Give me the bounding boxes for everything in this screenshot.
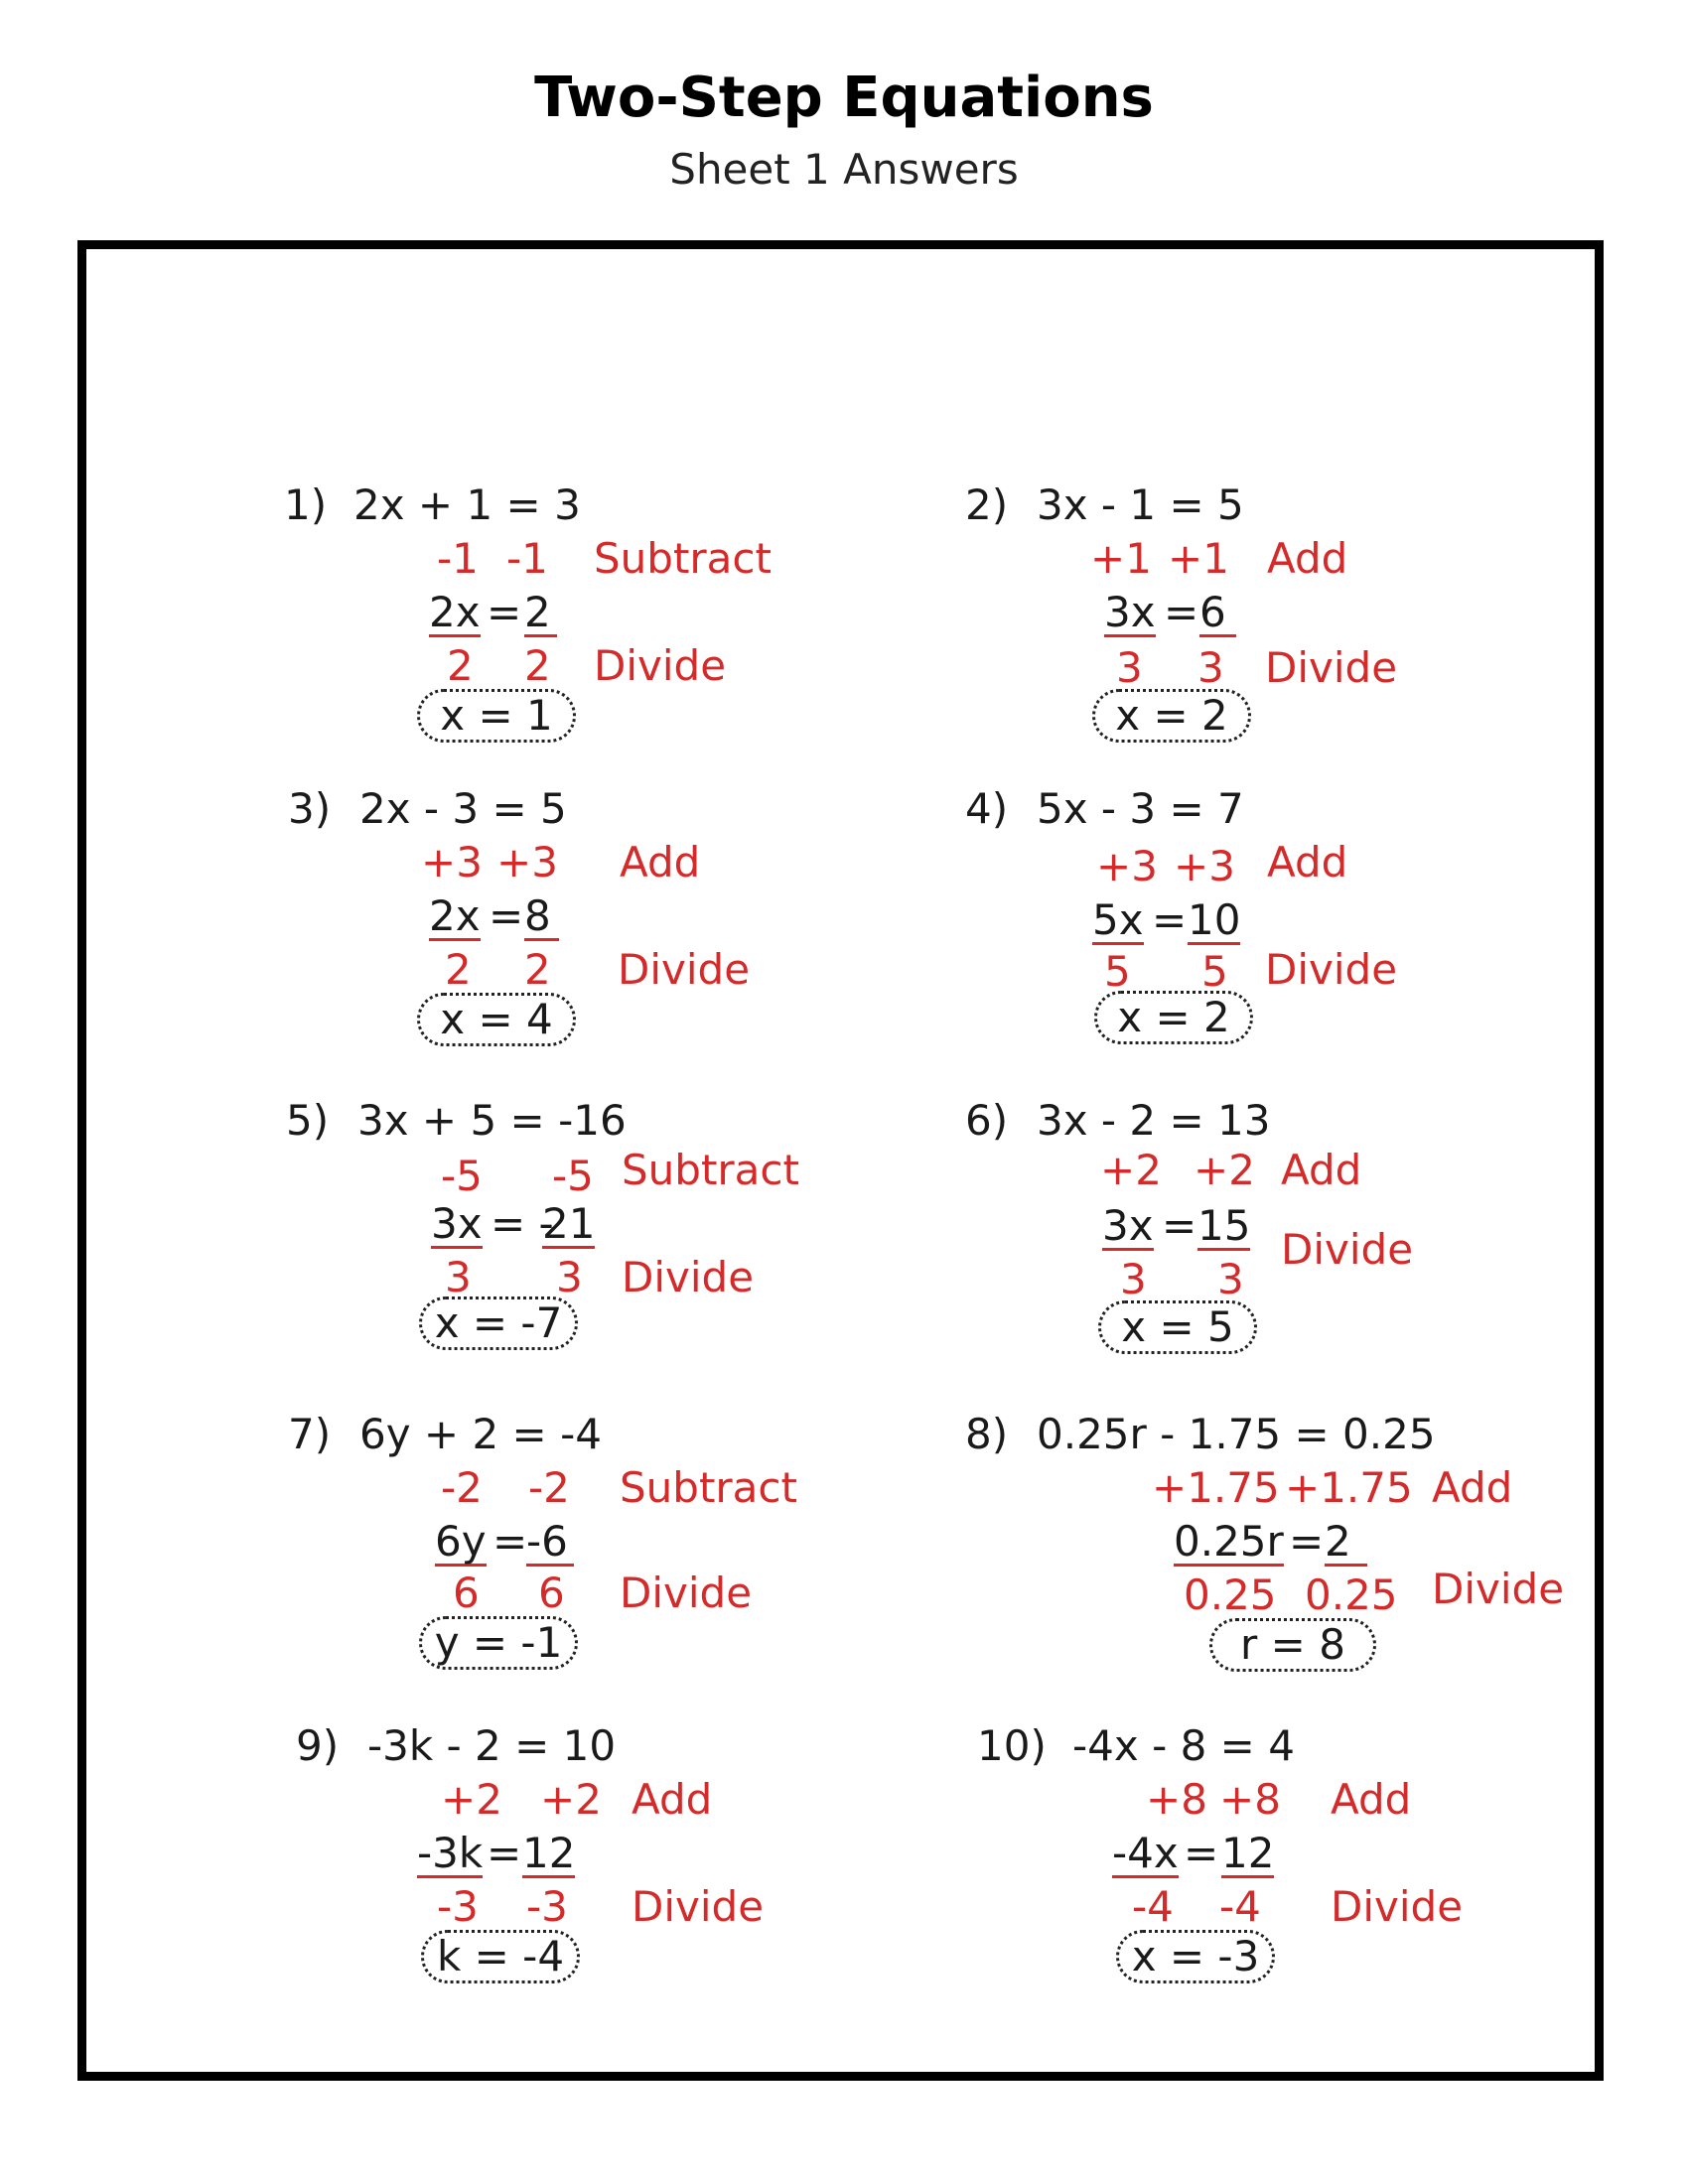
divide-label: Divide [1331,1882,1464,1931]
step1-right: -2 [528,1463,570,1512]
divide-label: Divide [632,1882,765,1931]
mid-equals: = [487,588,522,636]
divisor-right: -4 [1219,1882,1261,1931]
divisor-right: 2 [524,641,551,690]
step1-label: Add [620,838,701,887]
step1-label: Add [1281,1146,1362,1194]
problem-number: 9) [296,1721,340,1770]
mid-left: 6y [435,1517,487,1566]
problem-equation: 3x + 5 = -16 [357,1096,627,1145]
mid-right: 10 [1188,895,1241,944]
mid-left: 5x [1092,895,1144,944]
problem-equation: 2x + 1 = 3 [353,480,581,529]
divisor-left: 3 [1120,1255,1147,1303]
divisor-left: 6 [453,1569,480,1617]
step1-right: -1 [506,534,548,583]
mid-right: 6 [1199,592,1236,637]
mid-equals: = [1289,1517,1325,1566]
problem-number: 8) [965,1410,1009,1458]
divisor-left: 3 [445,1253,472,1301]
divisor-left: 2 [445,945,472,994]
step1-right: +8 [1219,1775,1281,1824]
mid-right: 2 [1325,1521,1367,1567]
divisor-right: 3 [1197,643,1224,692]
mid-right: 2 [524,592,557,637]
answer-bubble: x = 2 [1092,689,1251,743]
mid-right: 12 [1221,1829,1275,1877]
problem-number: 4) [965,784,1009,833]
problem-number: 6) [965,1096,1009,1145]
step1-right: +1 [1168,534,1229,583]
divisor-right: 6 [538,1569,565,1617]
step1-left: +2 [441,1775,502,1824]
divide-label: Divide [620,1569,753,1617]
step1-left: +3 [421,838,483,887]
problem-number: 10) [977,1721,1047,1770]
mid-left: 3x [1102,1201,1154,1250]
step1-right: -5 [552,1152,594,1200]
divide-label: Divide [594,641,727,690]
problem-number: 1) [284,480,328,529]
mid-equals: = [489,891,524,940]
mid-equals: = [1164,588,1199,636]
divide-label: Divide [622,1253,755,1301]
mid-left: 3x [1104,588,1156,636]
step1-label: Add [632,1775,713,1824]
mid-right: 21 [542,1199,596,1248]
step1-right: +1.75 [1285,1463,1413,1512]
problem-equation: 6y + 2 = -4 [359,1410,602,1458]
step1-left: -2 [441,1463,483,1512]
mid-equals: = [1184,1829,1219,1877]
problem-number: 5) [286,1096,330,1145]
divisor-left: -4 [1132,1882,1174,1931]
divisor-right: 2 [524,945,551,994]
answer-bubble: x = 5 [1098,1300,1257,1354]
step1-right: +2 [1194,1146,1255,1194]
problem-equation: 0.25r - 1.75 = 0.25 [1037,1410,1436,1458]
mid-right: 12 [522,1829,576,1877]
problem-equation: 3x - 1 = 5 [1037,480,1244,529]
mid-equals: = [487,1829,522,1877]
step1-left: +1 [1090,534,1152,583]
mid-equals: = [492,1517,528,1566]
step1-left: +3 [1096,842,1158,890]
answer-bubble: r = 8 [1209,1618,1376,1672]
divisor-left: 2 [447,641,474,690]
divide-label: Divide [618,945,751,994]
divisor-right: 5 [1201,947,1228,996]
step1-left: +8 [1146,1775,1207,1824]
answer-bubble: x = 4 [417,993,576,1046]
answer-bubble: k = -4 [421,1930,580,1983]
divisor-right: 3 [1217,1255,1244,1303]
step1-right: +2 [540,1775,602,1824]
answer-bubble: x = -3 [1116,1930,1275,1983]
mid-left: 2x [429,891,481,940]
problem-equation: 3x - 2 = 13 [1037,1096,1271,1145]
problem-equation: 2x - 3 = 5 [359,784,567,833]
step1-left: +1.75 [1152,1463,1280,1512]
divisor-left: 0.25 [1184,1570,1277,1619]
divisor-left: 3 [1116,643,1143,692]
answer-bubble: x = -7 [419,1297,578,1350]
problem-equation: -4x - 8 = 4 [1072,1721,1295,1770]
answer-bubble: x = 1 [417,689,576,743]
mid-left: -3k [417,1829,484,1877]
mid-equals: = [1162,1201,1197,1250]
mid-equals: = - [491,1199,554,1248]
step1-label: Subtract [620,1463,797,1512]
problem-equation: -3k - 2 = 10 [367,1721,617,1770]
divisor-left: -3 [437,1882,479,1931]
step1-left: +2 [1100,1146,1162,1194]
step1-label: Subtract [594,534,772,583]
divisor-right: 0.25 [1305,1570,1398,1619]
divide-label: Divide [1265,643,1398,692]
step1-left: -5 [441,1152,483,1200]
answer-bubble: y = -1 [419,1616,578,1670]
divide-label: Divide [1432,1565,1565,1613]
problem-number: 3) [288,784,332,833]
step1-label: Add [1432,1463,1513,1512]
step1-left: -1 [437,534,479,583]
page-subtitle: Sheet 1 Answers [669,145,1019,194]
divisor-left: 5 [1104,947,1131,996]
mid-left: 0.25r [1174,1517,1284,1566]
step1-right: +3 [496,838,558,887]
mid-left: 3x [431,1199,483,1248]
step1-label: Add [1331,1775,1412,1824]
mid-equals: = [1152,895,1188,944]
mid-right: 8 [524,895,559,941]
mid-right: -6 [526,1521,574,1567]
answer-bubble: x = 2 [1094,991,1253,1044]
problem-number: 7) [288,1410,332,1458]
step1-label: Add [1267,534,1348,583]
mid-right: 15 [1197,1201,1251,1250]
step1-label: Subtract [622,1146,799,1194]
page-title: Two-Step Equations [534,66,1154,130]
divisor-right: -3 [526,1882,568,1931]
step1-label: Add [1267,838,1348,887]
problem-number: 2) [965,480,1009,529]
problem-equation: 5x - 3 = 7 [1037,784,1244,833]
step1-right: +3 [1174,842,1235,890]
divisor-right: 3 [556,1253,583,1301]
mid-left: -4x [1112,1829,1179,1877]
divide-label: Divide [1281,1225,1414,1274]
divide-label: Divide [1265,945,1398,994]
mid-left: 2x [429,588,481,636]
